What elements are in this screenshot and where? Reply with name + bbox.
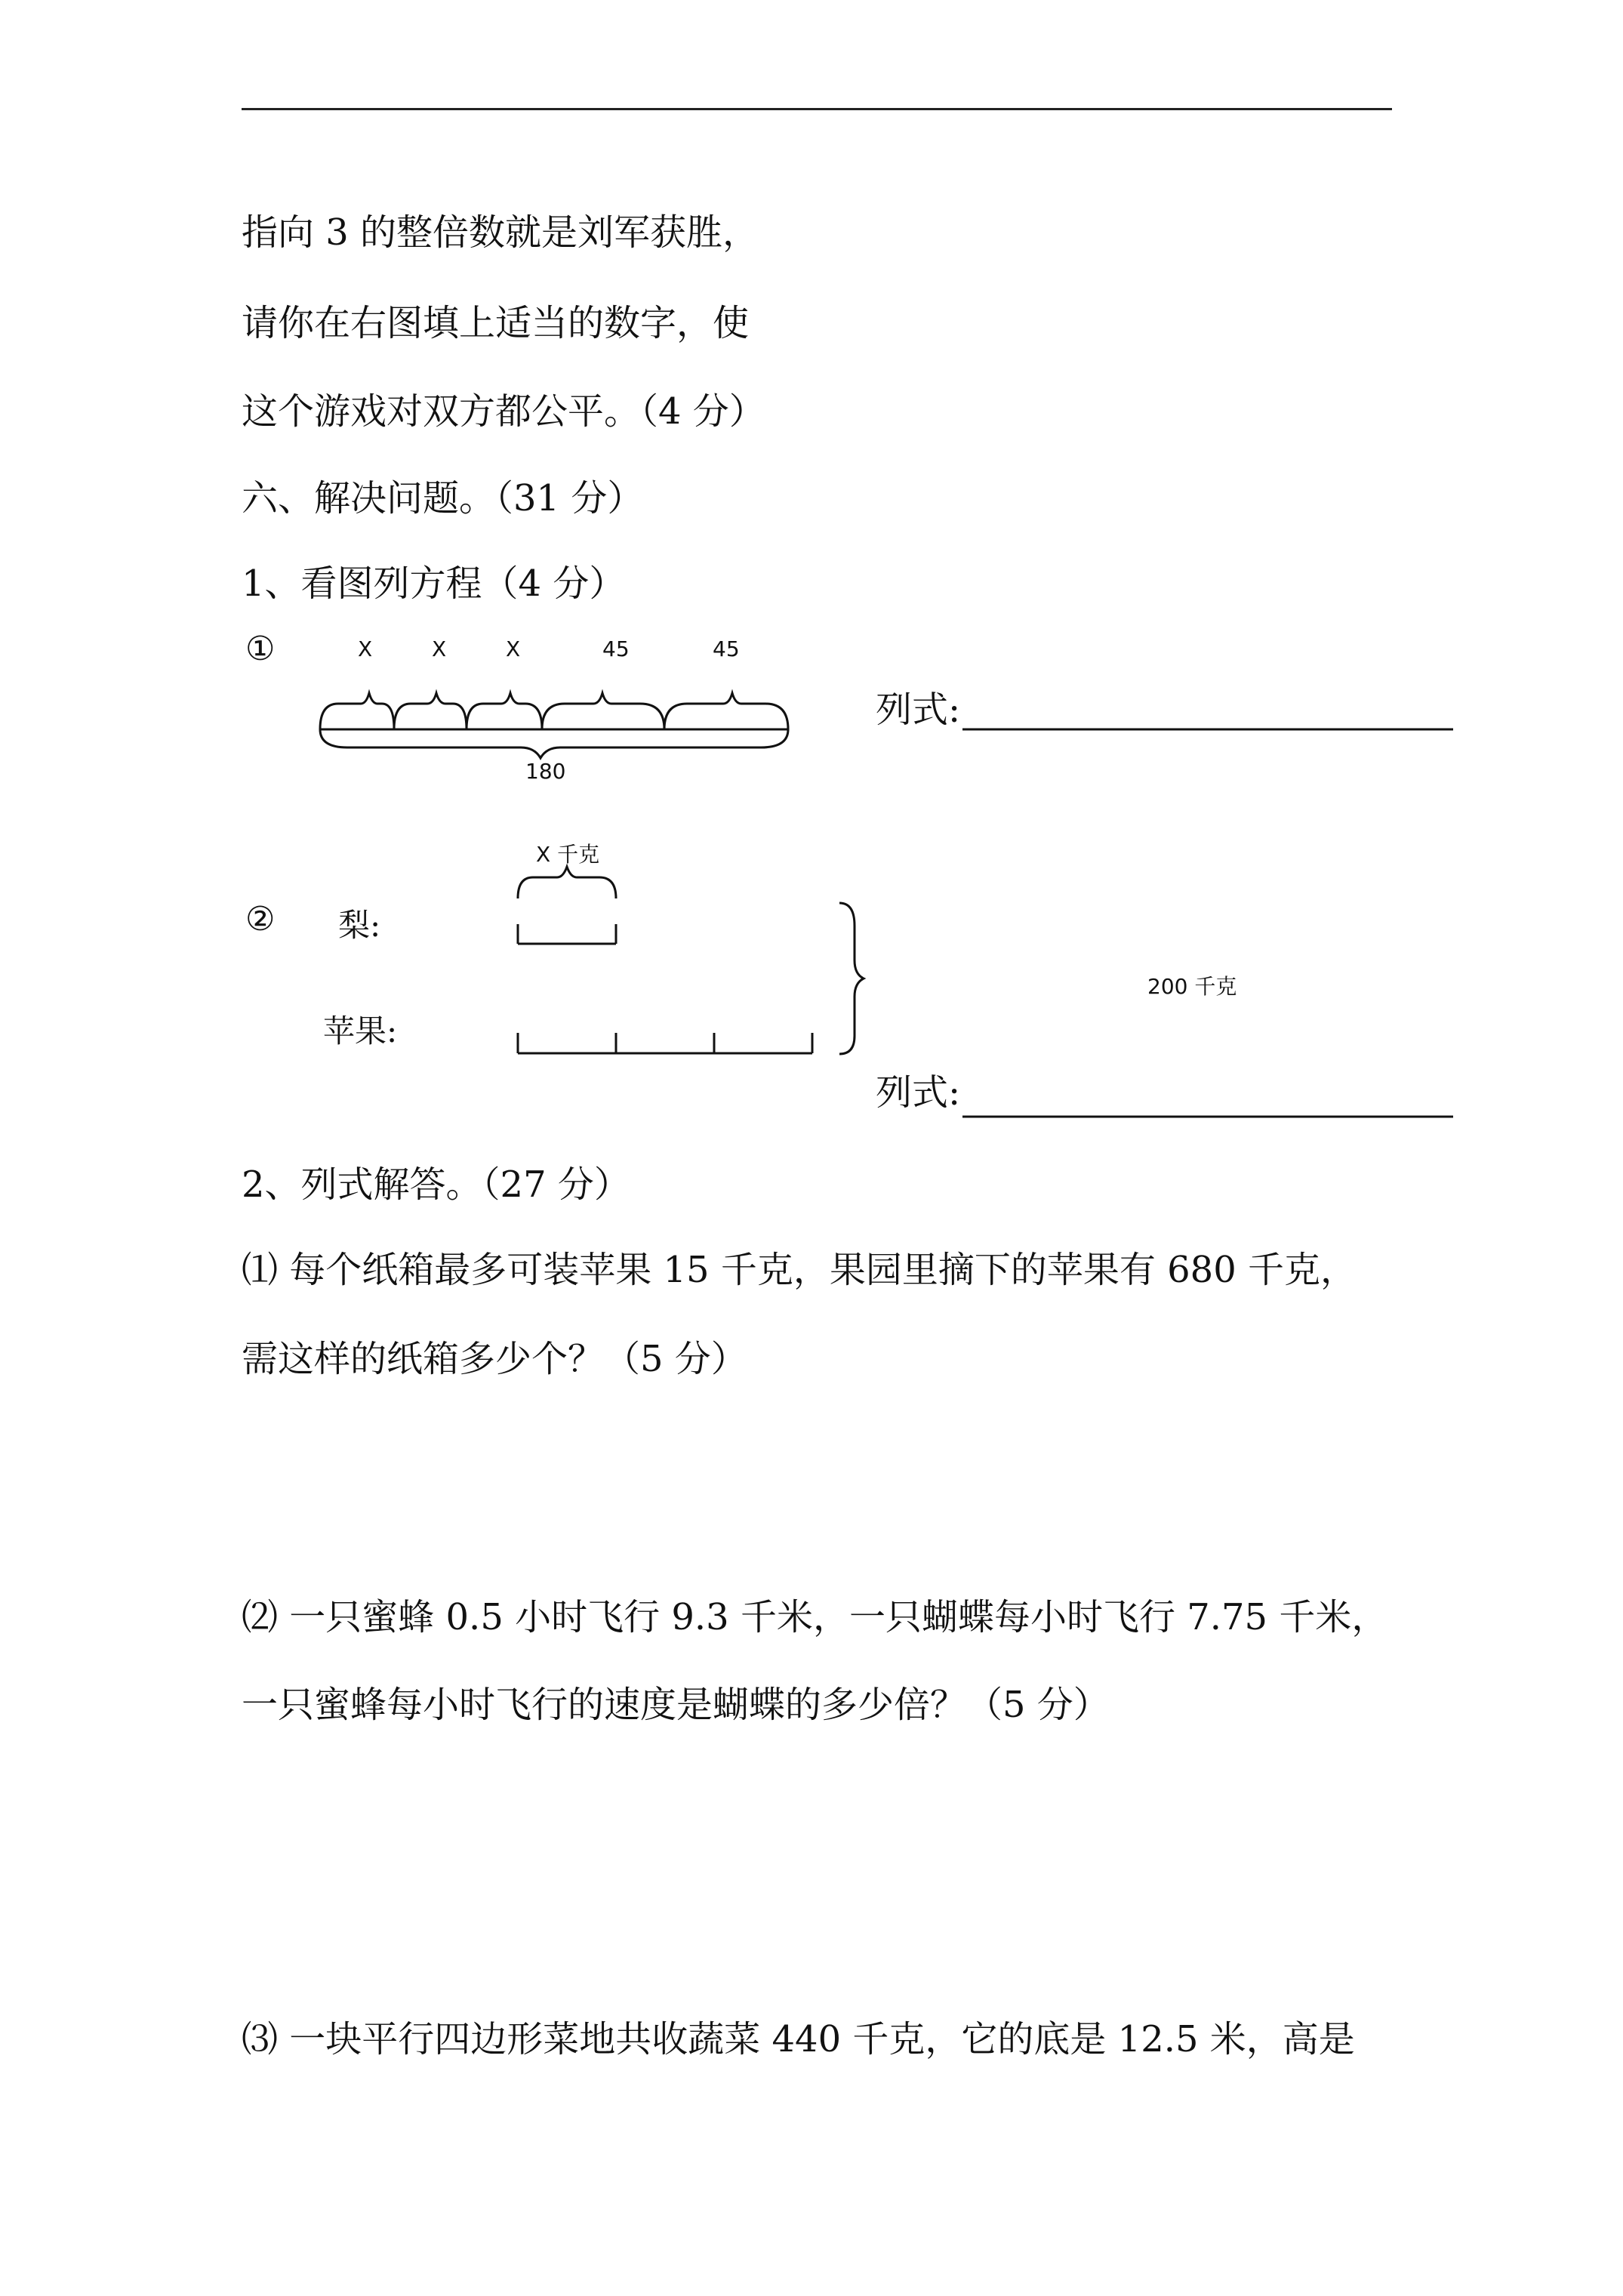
q2-item2-line1: ⑵ 一只蜜蜂 0.5 小时飞行 9.3 千米，一只蝴蝶每小时飞行 7.75 千米，	[242, 1596, 1388, 1638]
q2-item1-line1: ⑴ 每个纸箱最多可装苹果 15 千克，果园里摘下的苹果有 680 千克，	[242, 1249, 1357, 1291]
diagram2-marker: ②	[245, 900, 276, 938]
total-brace-200	[839, 903, 864, 1054]
answer-label-2: 列式:	[876, 1071, 961, 1114]
segment-label-x3: X	[506, 636, 521, 661]
intro-line-2: 请你在右图填上适当的数字，使	[242, 302, 750, 344]
unit-brace	[518, 867, 616, 898]
pear-label: 梨:	[338, 907, 381, 944]
answer-label-1: 列式:	[876, 689, 961, 731]
total-label-200kg: 200 千克	[1147, 974, 1237, 999]
intro-line-1: 指向 3 的整倍数就是刘军获胜，	[242, 211, 759, 254]
intro-line-3: 这个游戏对双方都公平。（4 分）	[242, 390, 765, 433]
segment-label-45b: 45	[713, 636, 740, 661]
q2-title: 2、列式解答。（27 分）	[242, 1163, 630, 1206]
q1-title: 1、看图列方程（4 分）	[242, 562, 626, 605]
segment-label-45a: 45	[602, 636, 630, 661]
apple-label: 苹果:	[323, 1012, 398, 1049]
segment-brace-x2	[394, 693, 467, 729]
segment-label-x2: X	[432, 636, 447, 661]
q2-item3-line1: ⑶ 一块平行四边形菜地共收蔬菜 440 千克，它的底是 12.5 米，高是	[242, 2018, 1355, 2060]
segment-brace-x3	[467, 693, 542, 729]
total-label-180: 180	[525, 759, 566, 784]
q2-item2-line2: 一只蜜蜂每小时飞行的速度是蝴蝶的多少倍？（5 分）	[242, 1684, 1110, 1726]
segment-label-x1: X	[358, 636, 373, 661]
total-brace-180	[320, 729, 788, 758]
diagram1-marker: ①	[245, 630, 276, 668]
q2-item1-line2: 需这样的纸箱多少个？（5 分）	[242, 1338, 747, 1380]
segment-brace-45b	[664, 693, 788, 729]
section-title: 六、解决问题。（31 分）	[242, 477, 644, 519]
segment-brace-45a	[542, 693, 664, 729]
diagram1-bar	[320, 693, 788, 758]
segment-brace-x1	[320, 693, 394, 729]
diagram2-bars	[518, 867, 864, 1054]
unit-label-x-kg: X 千克	[536, 842, 600, 867]
